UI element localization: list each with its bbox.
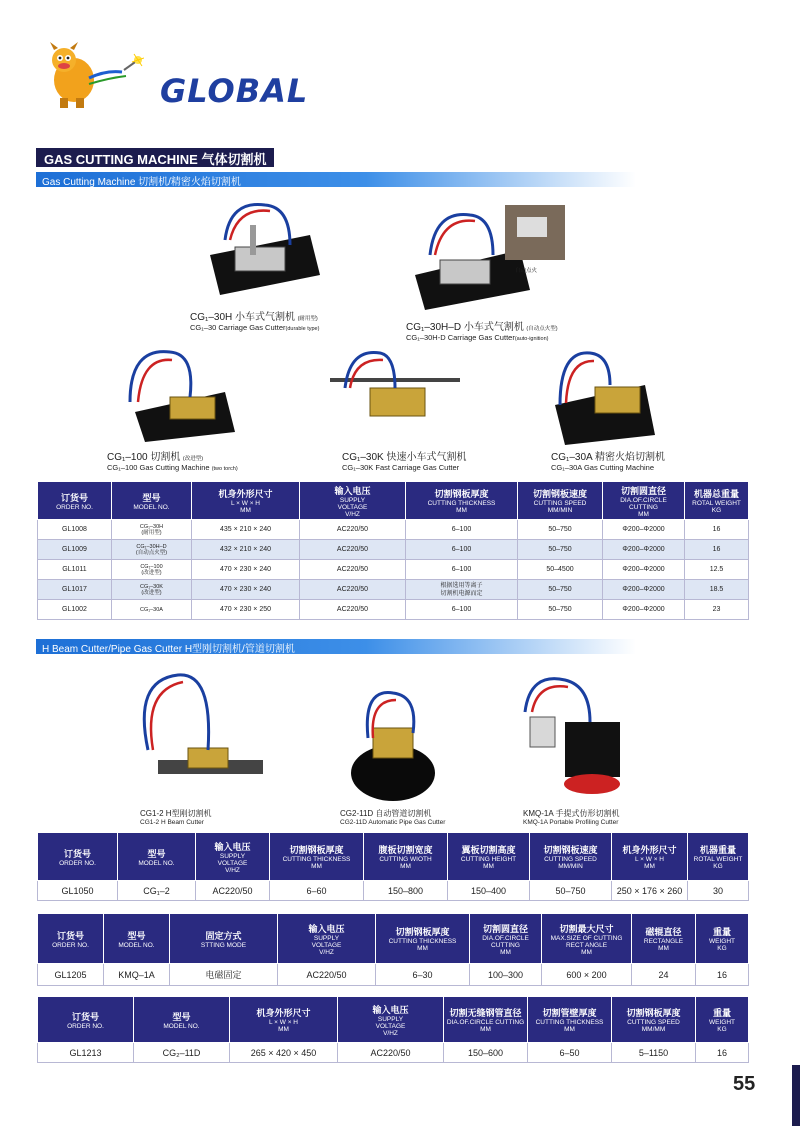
table-cell: 6–100 <box>406 560 518 580</box>
section-title: GAS CUTTING MACHINE 气体切割机 <box>36 148 274 167</box>
spec-table-gas-cutting <box>37 481 749 620</box>
col-dimensions: 机身外形尺寸 L × W × H MM <box>612 833 688 881</box>
table-cell: GL1008 <box>38 520 112 540</box>
table-cell: AC220/50 <box>300 540 406 560</box>
table-cell: 30 <box>688 881 749 901</box>
col-speed: 切割钢板速度 CUTTING SPEED MM/MIN <box>518 482 603 520</box>
table-cell: Φ200–Φ2000 <box>603 520 685 540</box>
section-subtitle: Gas Cutting Machine 切割机/精密火焰切割机 <box>36 172 636 187</box>
table-cell: AC220/50 <box>300 560 406 580</box>
col-wall-thickness: 切割管壁厚度 CUTTING THICKNESS MM <box>528 997 612 1043</box>
machine-image-kmq-1a <box>510 672 635 797</box>
table-cell: 16 <box>696 1043 749 1063</box>
col-roller-dia: 磁辊直径 RECTANGLE MM <box>632 914 696 964</box>
col-voltage: 输入电压 SUPPLY VOLTAGE V/HZ <box>300 482 406 520</box>
machine-caption-cg1-2: CG1-2 H型刚切割机 CG1-2 H Beam Cutter <box>140 809 212 826</box>
table-cell: CG₁–100 (改进型) <box>112 560 192 580</box>
table-cell: 50–750 <box>518 520 603 540</box>
table-cell: CG₁–30A <box>112 600 192 620</box>
table-cell: Φ200–Φ2000 <box>603 580 685 600</box>
col-thickness: 切割钢板厚度 CUTTING THICKNESS MM <box>376 914 470 964</box>
section-subtitle-h-beam: H Beam Cutter/Pipe Gas Cutter H型刚切割机/管道切割机 <box>36 639 636 654</box>
table-cell: 根据选用等离子 切割机电源而定 <box>406 580 518 600</box>
col-circle-dia: 切割圆直径 DIA.OF.CIRCLE CUTTING MM <box>470 914 542 964</box>
table-cell: 16 <box>685 520 749 540</box>
col-weight: 重量 WEIGHT KG <box>696 914 749 964</box>
col-max-size: 切割最大尺寸 MAX.SIZE OF CUTTING RECT ANGLE MM <box>542 914 632 964</box>
table-row <box>38 580 749 600</box>
table-cell: 250 × 176 × 260 <box>612 881 688 901</box>
table-cell: Φ200–Φ2000 <box>603 560 685 580</box>
table-cell: 12.5 <box>685 560 749 580</box>
table-cell: 50–750 <box>518 580 603 600</box>
table-cell: Φ200–Φ2000 <box>603 540 685 560</box>
table-header-row <box>38 482 749 520</box>
col-weight: 机器重量 ROTAL WEIGHT KG <box>688 833 749 881</box>
table-row <box>38 540 749 560</box>
table-row <box>38 881 749 901</box>
page-edge-bar <box>792 1065 800 1126</box>
brand-name: GLOBAL <box>160 72 309 110</box>
machine-image-cg1-100 <box>110 342 250 442</box>
col-order-no: 订货号 ORDER NO. <box>38 997 134 1043</box>
machine-image-cg1-30h-d <box>405 205 570 310</box>
col-dimensions: 机身外形尺寸 L × W × H MM <box>230 997 338 1043</box>
page-number: 55 <box>733 1073 756 1095</box>
table-cell: AC220/50 <box>300 580 406 600</box>
table-cell: 6–100 <box>406 540 518 560</box>
machine-image-cg1-30a <box>550 345 660 445</box>
table-cell: KMQ–1A <box>104 964 170 986</box>
machine-caption-cg1-30h-d: CG₁–30H–D 小车式气割机 (自动点火型) CG₁–30H-D Carriage Gas Cutter(auto-ignition) <box>406 322 558 342</box>
col-order-no: 订货号 ORDER NO. <box>38 482 112 520</box>
table-cell: 265 × 420 × 450 <box>230 1043 338 1063</box>
table-cell: 470 × 230 × 240 <box>192 560 300 580</box>
col-weight: 机器总重量 ROTAL WEIGHT KG <box>685 482 749 520</box>
col-model-no: 型号 MODEL NO. <box>134 997 230 1043</box>
col-voltage: 输入电压 SUPPLY VOLTAGE V/HZ <box>196 833 270 881</box>
machine-image-cg1-30h <box>190 195 330 300</box>
table-cell: 6–100 <box>406 600 518 620</box>
machine-image-cg1-2 <box>128 660 268 800</box>
machine-caption-cg1-30a: CG₁–30A 精密火焰切割机 CG₁–30A Gas Cutting Machine <box>551 452 665 472</box>
table-cell: 6–30 <box>376 964 470 986</box>
table-cell: 16 <box>685 540 749 560</box>
col-circle-dia: 切割圆直径 DIA.OF.CIRCLE CUTTING MM <box>603 482 685 520</box>
col-dimensions: 机身外形尺寸 L × W × H MM <box>192 482 300 520</box>
table-cell: CG₁–30H–D (自动点火型) <box>112 540 192 560</box>
machine-image-cg2-11d <box>348 688 438 803</box>
col-voltage: 输入电压 SUPPLY VOLTAGE V/HZ <box>278 914 376 964</box>
table-cell: AC220/50 <box>338 1043 444 1063</box>
table-cell: AC220/50 <box>300 520 406 540</box>
col-speed: 切割钢板速度 CUTTING SPEED MM/MIN <box>530 833 612 881</box>
col-plate-thickness: 切割钢板厚度 CUTTING SPEED MM/MM <box>612 997 696 1043</box>
col-model-no: 型号 MODEL NO. <box>112 482 192 520</box>
table-cell: GL1205 <box>38 964 104 986</box>
table-cell: AC220/50 <box>300 600 406 620</box>
table-row <box>38 600 749 620</box>
table-cell: 5–1150 <box>612 1043 696 1063</box>
table-cell: 432 × 210 × 240 <box>192 540 300 560</box>
table-cell: GL1002 <box>38 600 112 620</box>
table-cell: 50–750 <box>518 600 603 620</box>
table-cell: 18.5 <box>685 580 749 600</box>
table-row <box>38 560 749 580</box>
spec-table-pipe-cutter <box>37 996 749 1063</box>
table-cell: CG₂–11D <box>134 1043 230 1063</box>
mascot-logo-icon <box>34 40 144 112</box>
table-cell: 150–600 <box>444 1043 528 1063</box>
table-cell: GL1213 <box>38 1043 134 1063</box>
col-pipe-dia: 切割无缝钢管直径 DIA.OF.CIRCLE CUTTING MM <box>444 997 528 1043</box>
table-cell: AC220/50 <box>278 964 376 986</box>
table-cell: 470 × 230 × 240 <box>192 580 300 600</box>
table-row <box>38 964 749 986</box>
table-cell: 电磁固定 <box>170 964 278 986</box>
col-thickness: 切割钢板厚度 CUTTING THICKNESS MM <box>406 482 518 520</box>
col-model-no: 型号 MODEL NO. <box>118 833 196 881</box>
machine-inset-label: 自动点火 <box>515 268 538 274</box>
table-cell: 150–400 <box>448 881 530 901</box>
table-cell: 50–750 <box>530 881 612 901</box>
table-cell: GL1017 <box>38 580 112 600</box>
col-width: 腹板切割宽度 CUTTING WIOTH MM <box>364 833 448 881</box>
table-cell: 470 × 230 × 250 <box>192 600 300 620</box>
table-cell: Φ200–Φ2000 <box>603 600 685 620</box>
col-model-no: 型号 MODEL NO. <box>104 914 170 964</box>
table-cell: 24 <box>632 964 696 986</box>
spec-table-kmq <box>37 913 749 986</box>
table-cell: CG₁–2 <box>118 881 196 901</box>
table-cell: 150–800 <box>364 881 448 901</box>
table-cell: CG₁–30K (改进型) <box>112 580 192 600</box>
table-cell: CG₁–30H (耐用型) <box>112 520 192 540</box>
table-row <box>38 1043 749 1063</box>
table-cell: 6–50 <box>528 1043 612 1063</box>
table-header-row <box>38 833 749 881</box>
table-cell: 50–750 <box>518 540 603 560</box>
col-height: 翼板切割高度 CUTTING HEIGHT MM <box>448 833 530 881</box>
col-voltage: 输入电压 SUPPLY VOLTAGE V/HZ <box>338 997 444 1043</box>
machine-caption-cg2-11d: CG2-11D 自动管道切割机 CG2-11D Automatic Pipe Gas Cutter <box>340 809 446 826</box>
machine-caption-kmq-1a: KMQ-1A 手提式仿形切割机 KMQ-1A Portable Profiling Cutter <box>523 809 620 826</box>
table-header-row <box>38 914 749 964</box>
col-fixing-mode: 固定方式 STTING MODE <box>170 914 278 964</box>
col-thickness: 切割钢板厚度 CUTTING THICKNESS MM <box>270 833 364 881</box>
table-header-row <box>38 997 749 1043</box>
machine-image-cg1-30k <box>325 348 465 438</box>
table-cell: 600 × 200 <box>542 964 632 986</box>
table-cell: AC220/50 <box>196 881 270 901</box>
table-cell: 50–4500 <box>518 560 603 580</box>
col-order-no: 订货号 ORDER NO. <box>38 833 118 881</box>
table-cell: GL1011 <box>38 560 112 580</box>
machine-caption-cg1-100: CG₁–100 切割机 (改进型) CG₁–100 Gas Cutting Machine (two torch) <box>107 452 238 472</box>
machine-caption-cg1-30k: CG₁–30K 快速小车式气割机 CG₁–30K Fast Carriage Gas Cutter <box>342 452 467 472</box>
table-cell: 6–100 <box>406 520 518 540</box>
table-cell: GL1050 <box>38 881 118 901</box>
table-cell: 6–60 <box>270 881 364 901</box>
machine-caption-cg1-30h: CG₁–30H 小车式气割机 (耐用型) CG₁–30 Carriage Gas Cutter(durable type) <box>190 312 320 332</box>
col-weight: 重量 WEIGHT KG <box>696 997 749 1043</box>
table-cell: GL1009 <box>38 540 112 560</box>
table-cell: 16 <box>696 964 749 986</box>
table-cell: 23 <box>685 600 749 620</box>
table-row <box>38 520 749 540</box>
table-cell: 435 × 210 × 240 <box>192 520 300 540</box>
spec-table-h-beam <box>37 832 749 901</box>
table-cell: 100–300 <box>470 964 542 986</box>
col-order-no: 订货号 ORDER NO. <box>38 914 104 964</box>
